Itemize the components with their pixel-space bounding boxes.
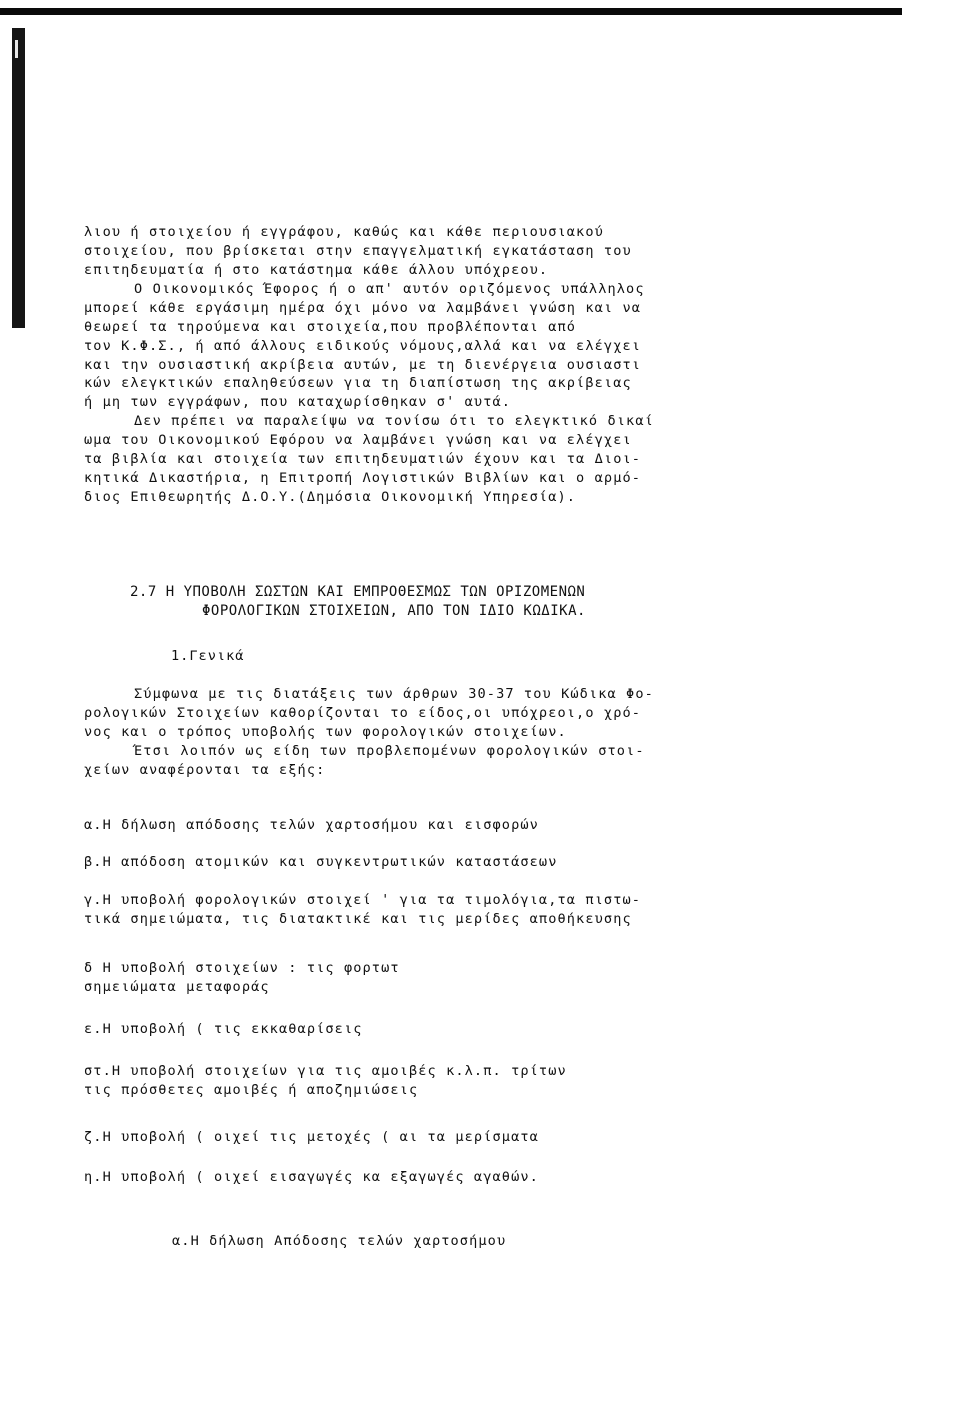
list-item-line: η.Η υποβολή ( οιχεί εισαγωγές κα εξαγωγές αγαθών. <box>84 1169 539 1185</box>
text-line: χείων αναφέρονται τα εξής: <box>84 761 326 778</box>
section-heading <box>130 583 586 621</box>
list-item <box>84 959 400 997</box>
list-item-line: δ Η υποβολή στοιχείων : τις φορτωτ <box>84 960 400 976</box>
text-line: κητικά Δικαστήρια, η Επιτροπή Λογιστικών Βιβλίων και ο αρμό- <box>84 469 642 486</box>
text-line: νος και ο τρόπος υποβολής των φορολογικών στοιχείων. <box>84 723 567 740</box>
list-item-line: β.Η απόδοση ατομικών και συγκεντρωτικών καταστάσεων <box>84 854 558 870</box>
list-item-line: ζ.Η υποβολή ( οιχεί τις μετοχές ( αι τα μερίσματα <box>84 1129 539 1145</box>
list-item-line: σημειώματα μεταφοράς <box>84 979 270 995</box>
text-line: Έτσι λοιπόν ως είδη των προβλεπομένων φορολογικών στοι- <box>134 743 645 759</box>
text-line: κών ελεγκτικών επαληθεύσεων για τη διαπίστωση της ακρίβειας <box>84 375 632 392</box>
text-line: Σύμφωνα με τις διατάξεις των άρθρων 30-37 του Κώδικα Φο- <box>134 686 654 702</box>
text-line: μπορεί κάθε εργάσιμη ημέρα όχι μόνο να λαμβάνει γνώση και να <box>84 299 642 316</box>
text-line: διος Επιθεωρητής Δ.Ο.Υ.(Δημόσια Οικονομική Υπηρεσία). <box>84 488 577 505</box>
text-line: τα βιβλία και στοιχεία των επιτηδευματιών έχουν και τα Διοι- <box>84 450 642 467</box>
paragraph-4 <box>84 685 844 742</box>
paragraph-2 <box>84 280 844 412</box>
list-item <box>84 1128 539 1147</box>
scan-left-binding-mark <box>12 28 25 328</box>
list-item <box>84 1062 567 1100</box>
paragraph-1 <box>84 223 844 280</box>
section-heading-line-2: ΦΟΡΟΛΟΓΙΚΩΝ ΣΤΟΙΧΕΙΩΝ, ΑΠΟ ΤΟΝ ΙΔΙΟ ΚΩΔΙΚΑ. <box>202 603 586 619</box>
scan-top-border <box>0 8 902 15</box>
section-heading-line-1: 2.7 Η ΥΠΟΒΟΛΗ ΣΩΣΤΩΝ ΚΑΙ ΕΜΠΡΟΘΕΣΜΩΣ ΤΩΝ ΟΡΙΖΟΜΕΝΩΝ <box>130 584 586 600</box>
text-line: και την ουσιαστική ακρίβεια αυτών, με τη διενέργεια ουσιαστι <box>84 356 642 373</box>
subheading: 1.Γενικά <box>171 648 245 664</box>
text-line: ρολογικών Στοιχείων καθορίζονται το είδος,οι υπόχρεοι,ο χρό- <box>84 704 642 721</box>
subsection-heading: α.Η δήλωση Απόδοσης τελών χαρτοσήμου <box>172 1233 507 1249</box>
text-line: ή μη των εγγράφων, που καταχωρίσθηκαν σ' αυτά. <box>84 394 512 411</box>
text-line: ωμα του Οικονομικού Εφόρου να λαμβάνει γνώση και να ελέγχει <box>84 431 632 448</box>
text-line: τον Κ.Φ.Σ., ή από άλλους ειδικούς νόμους,αλλά και να ελέγχει <box>84 337 642 354</box>
list-item-line: ε.Η υποβολή ( τις εκκαθαρίσεις <box>84 1021 363 1037</box>
text-line: Δεν πρέπει να παραλείψω να τονίσω ότι το ελεγκτικό δικαί <box>134 413 654 429</box>
text-line: Ο Οικονομικός Έφορος ή ο απ' αυτόν οριζόμενος υπάλληλος <box>134 281 645 297</box>
paragraph-3 <box>84 412 844 506</box>
text-line: στοιχείου, που βρίσκεται στην επαγγελματική εγκατάσταση του <box>84 242 632 259</box>
text-line: λιου ή στοιχείου ή εγγράφου, καθώς και κάθε περιουσιακού <box>84 224 604 240</box>
list-item <box>84 891 641 929</box>
text-line: θεωρεί τα τηρούμενα και στοιχεία,που προβλέπονται από <box>84 318 577 335</box>
list-item-line: α.Η δήλωση απόδοσης τελών χαρτοσήμου και εισφορών <box>84 817 539 833</box>
list-item-line: γ.Η υποβολή φορολογικών στοιχεί ' για τα τιμολόγια,τα πιστω- <box>84 892 642 908</box>
text-line: επιτηδευματία ή στο κατάστημα κάθε άλλου υπόχρεου. <box>84 261 549 278</box>
list-item <box>84 1168 539 1187</box>
list-item <box>84 1020 363 1039</box>
list-item-line: τικά σημειώματα, τις διατακτικέ και τις μερίδες αποθήκευσης <box>84 911 632 927</box>
paragraph-5 <box>84 742 844 780</box>
list-item-line: τις πρόσθετες αμοιβές ή αποζημιώσεις <box>84 1082 419 1098</box>
list-item <box>84 816 539 835</box>
list-item-line: στ.Η υποβολή στοιχείων για τις αμοιβές κ.λ.π. τρίτων <box>84 1063 567 1079</box>
list-item <box>84 853 558 872</box>
